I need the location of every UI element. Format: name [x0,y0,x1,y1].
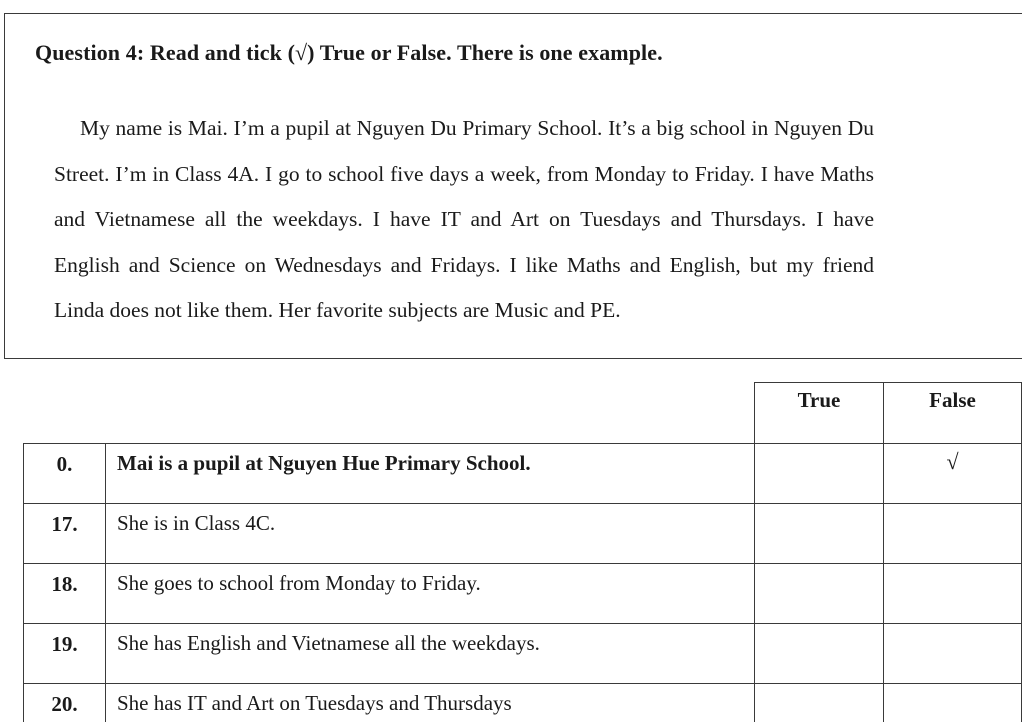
item-number: 20. [24,684,106,722]
table-row [24,684,1022,722]
item-number: 19. [24,624,106,684]
true-tick-cell[interactable] [755,624,884,684]
item-statement: She has English and Vietnamese all the weekdays. [106,624,755,684]
header-blank [24,383,755,444]
item-number: 17. [24,504,106,564]
table-row [24,504,1022,564]
true-column-header: True [755,383,884,444]
question-title: Question 4: Read and tick (√) True or False. There is one example. [35,40,663,65]
false-tick-cell[interactable] [884,684,1022,722]
item-number: 18. [24,564,106,624]
false-tick-cell[interactable] [884,624,1022,684]
false-column-header: False [884,383,1022,444]
item-statement: She goes to school from Monday to Friday. [106,564,755,624]
table-row [24,444,1022,504]
true-tick-cell[interactable] [755,444,884,504]
item-statement: She is in Class 4C. [106,504,755,564]
false-tick-cell[interactable] [884,564,1022,624]
table-header-row [24,383,1022,444]
item-statement: She has IT and Art on Tuesdays and Thursdays [106,684,755,722]
true-tick-cell[interactable] [755,564,884,624]
false-tick-cell[interactable]: √ [884,444,1022,504]
table-row [24,564,1022,624]
true-tick-cell[interactable] [755,504,884,564]
item-number: 0. [24,444,106,504]
true-false-table [23,382,1022,722]
reading-passage: My name is Mai. I’m a pupil at Nguyen Du Primary School. It’s a big school in Nguyen Du Street. I’m in Class 4A. I go to school five days a week, from Monday to Friday. I have Maths and Vietnamese all the weekdays. I have IT and Art on Tuesdays and Thursdays. I have English and Science on Wednesdays and Fridays. I like Maths and English, but my friend Linda does not like them. Her favorite subjects are Music and PE. [54,116,874,322]
table-row [24,624,1022,684]
item-statement: Mai is a pupil at Nguyen Hue Primary School. [106,444,755,504]
false-tick-cell[interactable] [884,504,1022,564]
true-tick-cell[interactable] [755,684,884,722]
